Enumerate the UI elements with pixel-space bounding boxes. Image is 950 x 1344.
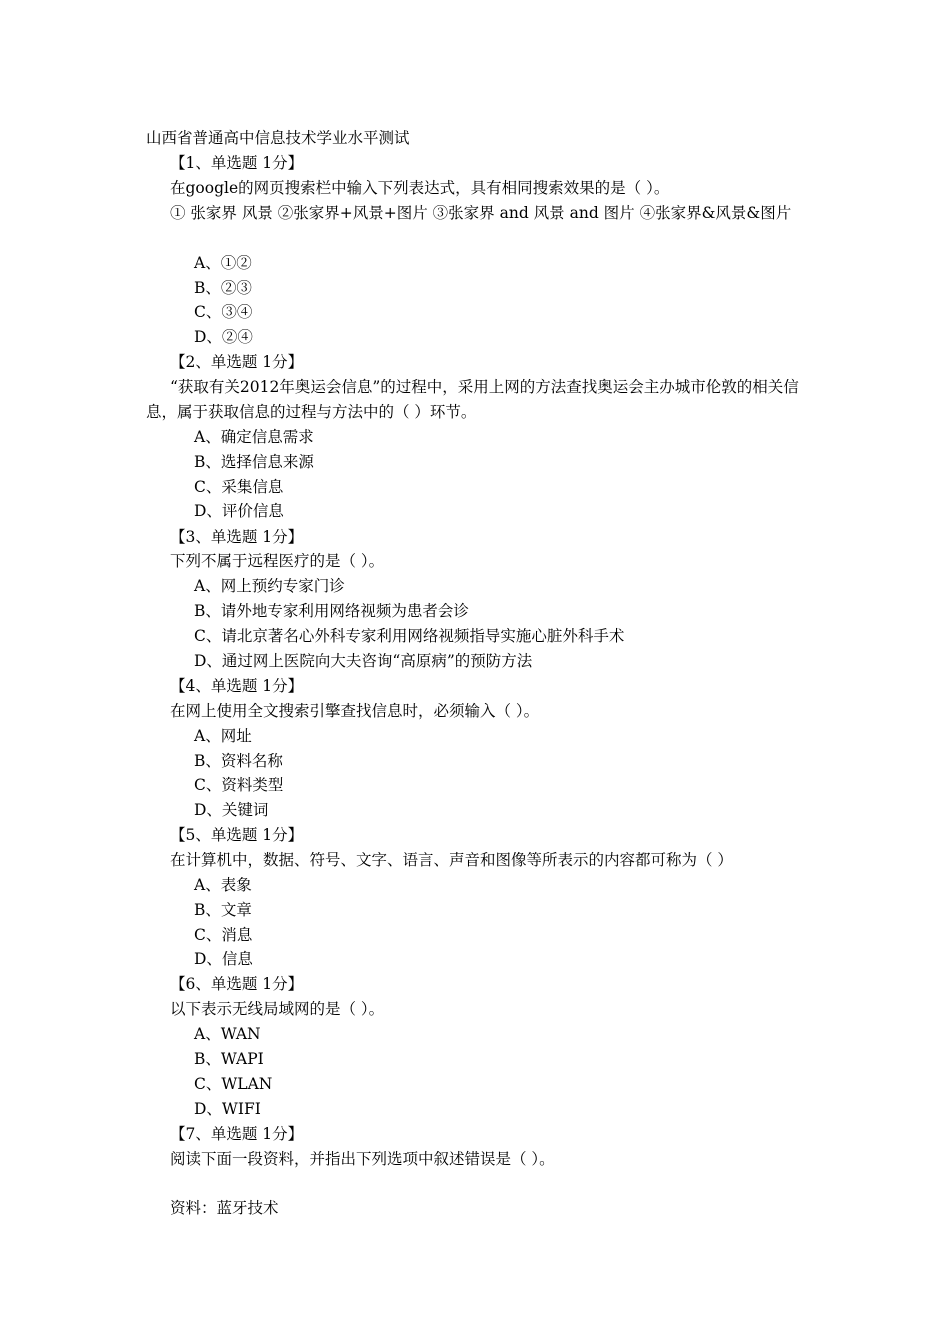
question-4-option-a: A、网址 xyxy=(194,727,252,745)
question-5-option-c: C、消息 xyxy=(194,926,253,944)
question-5-option-d: D、信息 xyxy=(194,950,253,968)
question-6-option-c: C、WLAN xyxy=(194,1075,273,1093)
question-5-option-b: B、文章 xyxy=(194,901,252,919)
question-2-option-c: C、采集信息 xyxy=(194,478,284,496)
question-4-option-d: D、关键词 xyxy=(194,801,269,819)
question-4-header: 【4、单选题 1分】 xyxy=(170,677,304,695)
question-1-header: 【1、单选题 1分】 xyxy=(170,154,304,172)
question-3-option-b: B、请外地专家利用网络视频为患者会诊 xyxy=(194,602,469,620)
question-3-option-d: D、通过网上医院向大夫咨询“高原病”的预防方法 xyxy=(194,652,533,670)
question-6-option-d: D、WIFI xyxy=(194,1100,261,1118)
question-2-header: 【2、单选题 1分】 xyxy=(170,353,304,371)
question-4-stem: 在网上使用全文搜索引擎查找信息时，必须输入（ ）。 xyxy=(170,702,540,720)
question-4-option-b: B、资料名称 xyxy=(194,752,283,770)
question-5-option-a: A、表象 xyxy=(194,876,252,894)
question-2-option-b: B、选择信息来源 xyxy=(194,453,314,471)
question-2-option-a: A、确定信息需求 xyxy=(194,428,314,446)
question-7-material: 资料：蓝牙技术 xyxy=(170,1199,279,1217)
question-5-header: 【5、单选题 1分】 xyxy=(170,826,304,844)
question-3-header: 【3、单选题 1分】 xyxy=(170,528,304,546)
question-1-stem: 在google的网页搜索栏中输入下列表达式，具有相同搜索效果的是（ ）。 xyxy=(170,179,670,197)
question-5-stem: 在计算机中，数据、符号、文字、语言、声音和图像等所表示的内容都可称为（ ） xyxy=(170,851,733,869)
question-7-header: 【7、单选题 1分】 xyxy=(170,1125,304,1143)
question-3-option-c: C、请北京著名心外科专家利用网络视频指导实施心脏外科手术 xyxy=(194,627,625,645)
question-1-option-b: B、②③ xyxy=(194,279,252,297)
question-2-option-d: D、评价信息 xyxy=(194,502,284,520)
question-4-option-c: C、资料类型 xyxy=(194,776,284,794)
question-1-option-d: D、②④ xyxy=(194,328,253,346)
document-title: 山西省普通高中信息技术学业水平测试 xyxy=(146,129,410,147)
question-6-stem: 以下表示无线局域网的是（ ）。 xyxy=(170,1000,385,1018)
question-6-option-a: A、WAN xyxy=(194,1025,261,1043)
question-6-option-b: B、WAPI xyxy=(194,1050,264,1068)
question-2-stem: “获取有关2012年奥运会信息”的过程中，采用上网的方法查找奥运会主办城市伦敦的相关信息，属于获取信息的过程与方法中的（ ）环节。 xyxy=(146,378,799,421)
question-3-option-a: A、网上预约专家门诊 xyxy=(194,577,345,595)
question-7-stem: 阅读下面一段资料，并指出下列选项中叙述错误是（ ）。 xyxy=(170,1150,555,1168)
question-3-stem: 下列不属于远程医疗的是（ ）。 xyxy=(170,552,385,570)
question-1-extra: ① 张家界 风景 ②张家界+风景+图片 ③张家界 and 风景 and 图片 ④张家界&风景&图片 xyxy=(170,204,792,222)
question-1-option-a: A、①② xyxy=(194,254,252,272)
question-6-header: 【6、单选题 1分】 xyxy=(170,975,304,993)
question-1-option-c: C、③④ xyxy=(194,303,253,321)
